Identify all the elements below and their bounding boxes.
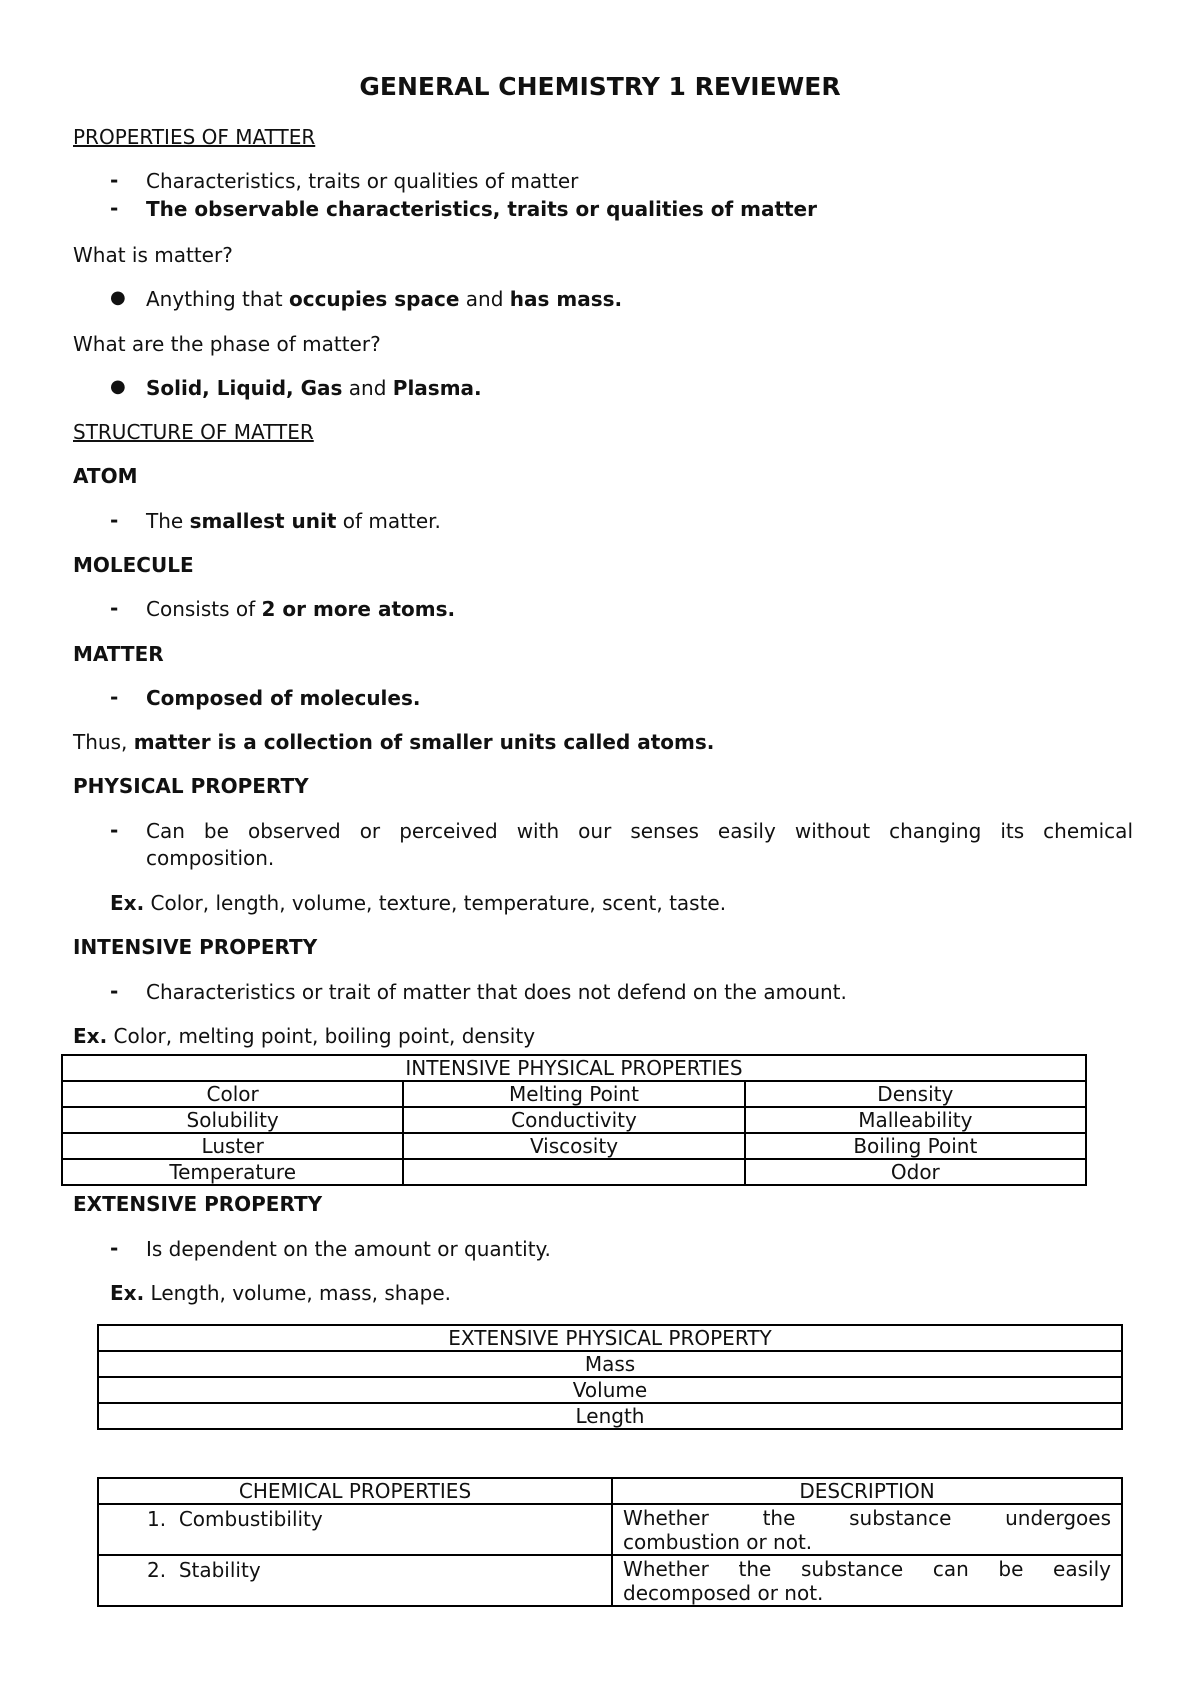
table-cell: Temperature bbox=[62, 1159, 403, 1185]
dash-bullet: - bbox=[110, 1236, 119, 1260]
section-heading-properties-of-matter: PROPERTIES OF MATTER bbox=[73, 125, 316, 149]
list-item: Characteristics or trait of matter that does not defend on the amount. bbox=[146, 980, 847, 1004]
subheading-intensive-property: INTENSIVE PROPERTY bbox=[73, 935, 318, 959]
list-item: Is dependent on the amount or quantity. bbox=[146, 1237, 551, 1261]
extensive-properties-table bbox=[97, 1324, 1123, 1430]
table-cell: Conductivity bbox=[403, 1107, 744, 1133]
example-text: Ex. Color, melting point, boiling point, density bbox=[73, 1024, 536, 1048]
table-cell: 1. Combustibility bbox=[98, 1504, 612, 1555]
dash-bullet: - bbox=[110, 508, 119, 532]
table-row bbox=[62, 1133, 1086, 1159]
table-header-chemical-properties: CHEMICAL PROPERTIES bbox=[98, 1478, 612, 1504]
chemical-properties-table bbox=[97, 1477, 1123, 1607]
table-row bbox=[62, 1107, 1086, 1133]
dash-bullet: - bbox=[110, 979, 119, 1003]
intensive-properties-table bbox=[61, 1054, 1087, 1186]
list-item: Can be observed or perceived with our senses easily without changing its chemical bbox=[146, 819, 1133, 843]
bullet-icon: ● bbox=[110, 287, 126, 308]
subheading-atom: ATOM bbox=[73, 464, 138, 488]
table-row bbox=[98, 1351, 1122, 1377]
table-title: INTENSIVE PHYSICAL PROPERTIES bbox=[62, 1055, 1086, 1081]
table-row bbox=[98, 1403, 1122, 1429]
table-cell: Mass bbox=[98, 1351, 1122, 1377]
dash-bullet: - bbox=[110, 168, 119, 192]
dash-bullet: - bbox=[110, 196, 119, 220]
list-item: Characteristics, traits or qualities of matter bbox=[146, 169, 579, 193]
table-cell: Melting Point bbox=[403, 1081, 744, 1107]
table-cell: Viscosity bbox=[403, 1133, 744, 1159]
dash-bullet: - bbox=[110, 818, 119, 842]
table-cell: Whether the substance undergoes combustion or not. bbox=[612, 1504, 1122, 1555]
subheading-physical-property: PHYSICAL PROPERTY bbox=[73, 774, 309, 798]
question-text: What is matter? bbox=[73, 243, 233, 267]
example-text: Ex. Length, volume, mass, shape. bbox=[110, 1281, 452, 1305]
table-cell: Malleability bbox=[745, 1107, 1086, 1133]
bullet-icon: ● bbox=[110, 376, 126, 397]
dash-bullet: - bbox=[110, 596, 119, 620]
table-cell: Solubility bbox=[62, 1107, 403, 1133]
subheading-molecule: MOLECULE bbox=[73, 553, 194, 577]
question-text: What are the phase of matter? bbox=[73, 332, 381, 356]
table-cell: Length bbox=[98, 1403, 1122, 1429]
section-heading-structure-of-matter: STRUCTURE OF MATTER bbox=[73, 420, 314, 444]
list-item: Consists of 2 or more atoms. bbox=[146, 597, 456, 621]
table-row bbox=[98, 1377, 1122, 1403]
table-cell: Luster bbox=[62, 1133, 403, 1159]
summary-text: Thus, matter is a collection of smaller units called atoms. bbox=[73, 730, 715, 754]
table-cell: Odor bbox=[745, 1159, 1086, 1185]
table-cell bbox=[403, 1159, 744, 1185]
table-cell: Boiling Point bbox=[745, 1133, 1086, 1159]
table-row bbox=[62, 1081, 1086, 1107]
table-row bbox=[98, 1555, 1122, 1606]
table-row bbox=[98, 1504, 1122, 1555]
table-header-description: DESCRIPTION bbox=[612, 1478, 1122, 1504]
list-item: Composed of molecules. bbox=[146, 686, 421, 710]
table-cell: Whether the substance can be easily decomposed or not. bbox=[612, 1555, 1122, 1606]
example-text: Ex. Color, length, volume, texture, temperature, scent, taste. bbox=[110, 891, 727, 915]
answer-text: Solid, Liquid, Gas and Plasma. bbox=[146, 376, 482, 400]
table-cell: Color bbox=[62, 1081, 403, 1107]
table-cell: 2. Stability bbox=[98, 1555, 612, 1606]
table-cell: Volume bbox=[98, 1377, 1122, 1403]
list-item: The observable characteristics, traits or qualities of matter bbox=[146, 197, 817, 221]
table-cell: Density bbox=[745, 1081, 1086, 1107]
page-title: GENERAL CHEMISTRY 1 REVIEWER bbox=[359, 72, 841, 101]
subheading-extensive-property: EXTENSIVE PROPERTY bbox=[73, 1192, 323, 1216]
answer-text: Anything that occupies space and has mass. bbox=[146, 287, 623, 311]
table-title: EXTENSIVE PHYSICAL PROPERTY bbox=[98, 1325, 1122, 1351]
list-item: The smallest unit of matter. bbox=[146, 509, 441, 533]
list-item-continuation: composition. bbox=[146, 846, 275, 870]
dash-bullet: - bbox=[110, 685, 119, 709]
subheading-matter: MATTER bbox=[73, 642, 164, 666]
table-row bbox=[62, 1159, 1086, 1185]
